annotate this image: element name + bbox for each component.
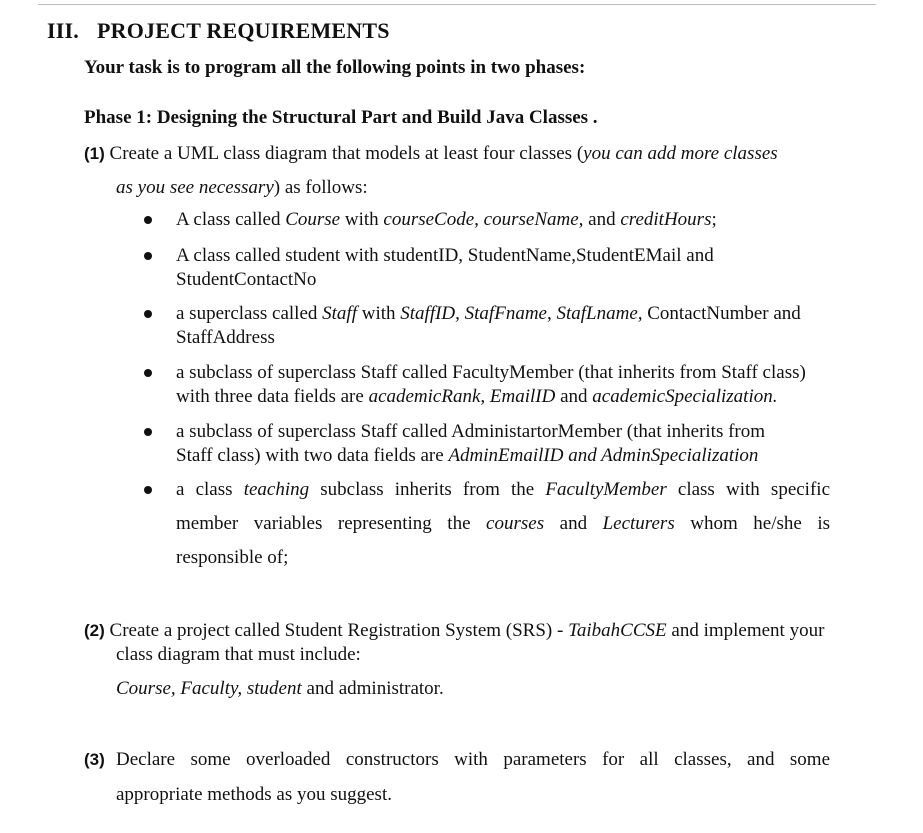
bullet-dot: [144, 369, 152, 377]
bullet-dot: [144, 428, 152, 436]
top-rule: [38, 4, 876, 5]
section-title: PROJECT REQUIREMENTS: [97, 18, 390, 43]
item2-line2: class diagram that must include:: [116, 644, 361, 665]
bullet-student-class-line2: StudentContactNo: [176, 269, 317, 290]
item3-line2: appropriate methods as you suggest.: [116, 784, 392, 805]
bullet-dot: [144, 310, 152, 318]
item3-line1: Declare some overloaded constructors with parameters for all classes, and some: [116, 749, 830, 770]
bullet-staff-class-line2: StaffAddress: [176, 327, 275, 348]
section-heading: [47, 19, 390, 43]
bullet-dot: [144, 252, 152, 260]
bullet-administrator-member-line2: Staff class) with two data fields are AdminEmailID and AdminSpecialization: [176, 445, 759, 466]
section-number: III.: [47, 18, 79, 43]
bullet-student-class-line1: A class called student with studentID, StudentName,StudentEMail and: [176, 245, 714, 266]
bullet-course-class: A class called Course with courseCode, courseName, and creditHours;: [176, 209, 717, 230]
intro-text: Your task is to program all the following points in two phases:: [84, 57, 586, 78]
bullet-teaching-line3: responsible of;: [176, 547, 289, 568]
phase1-heading: Phase 1: Designing the Structural Part and Build Java Classes .: [84, 107, 598, 128]
bullet-teaching-line2: member variables representing the courses and Lecturers whom he/she is: [176, 513, 830, 534]
item3-number-wrap: [84, 748, 105, 772]
bullet-faculty-member-line1: a subclass of superclass Staff called FacultyMember (that inherits from Staff class): [176, 362, 806, 383]
item2-line3: Course, Faculty, student and administrator.: [116, 678, 444, 699]
bullet-staff-class-line1: a superclass called Staff with StaffID, StafFname, StafLname, ContactNumber and: [176, 303, 801, 324]
bullet-dot: [144, 486, 152, 494]
item2-number: (2): [84, 621, 105, 640]
bullet-faculty-member-line2: with three data fields are academicRank, EmailID and academicSpecialization.: [176, 386, 778, 407]
bullet-administrator-member-line1: a subclass of superclass Staff called AdministartorMember (that inherits from: [176, 421, 766, 442]
item1-line1: (1) Create a UML class diagram that models at least four classes (you can add more classes: [84, 143, 778, 164]
item1-line2: as you see necessary) as follows:: [116, 177, 368, 198]
item2-line1: (2) Create a project called Student Registration System (SRS) - TaibahCCSE and implement your: [84, 620, 825, 641]
item1-number: (1): [84, 144, 105, 163]
bullet-dot: [144, 216, 152, 224]
item3-number: (3): [84, 750, 105, 769]
bullet-teaching-line1: a class teaching subclass inherits from the FacultyMember class with specific: [176, 479, 830, 500]
